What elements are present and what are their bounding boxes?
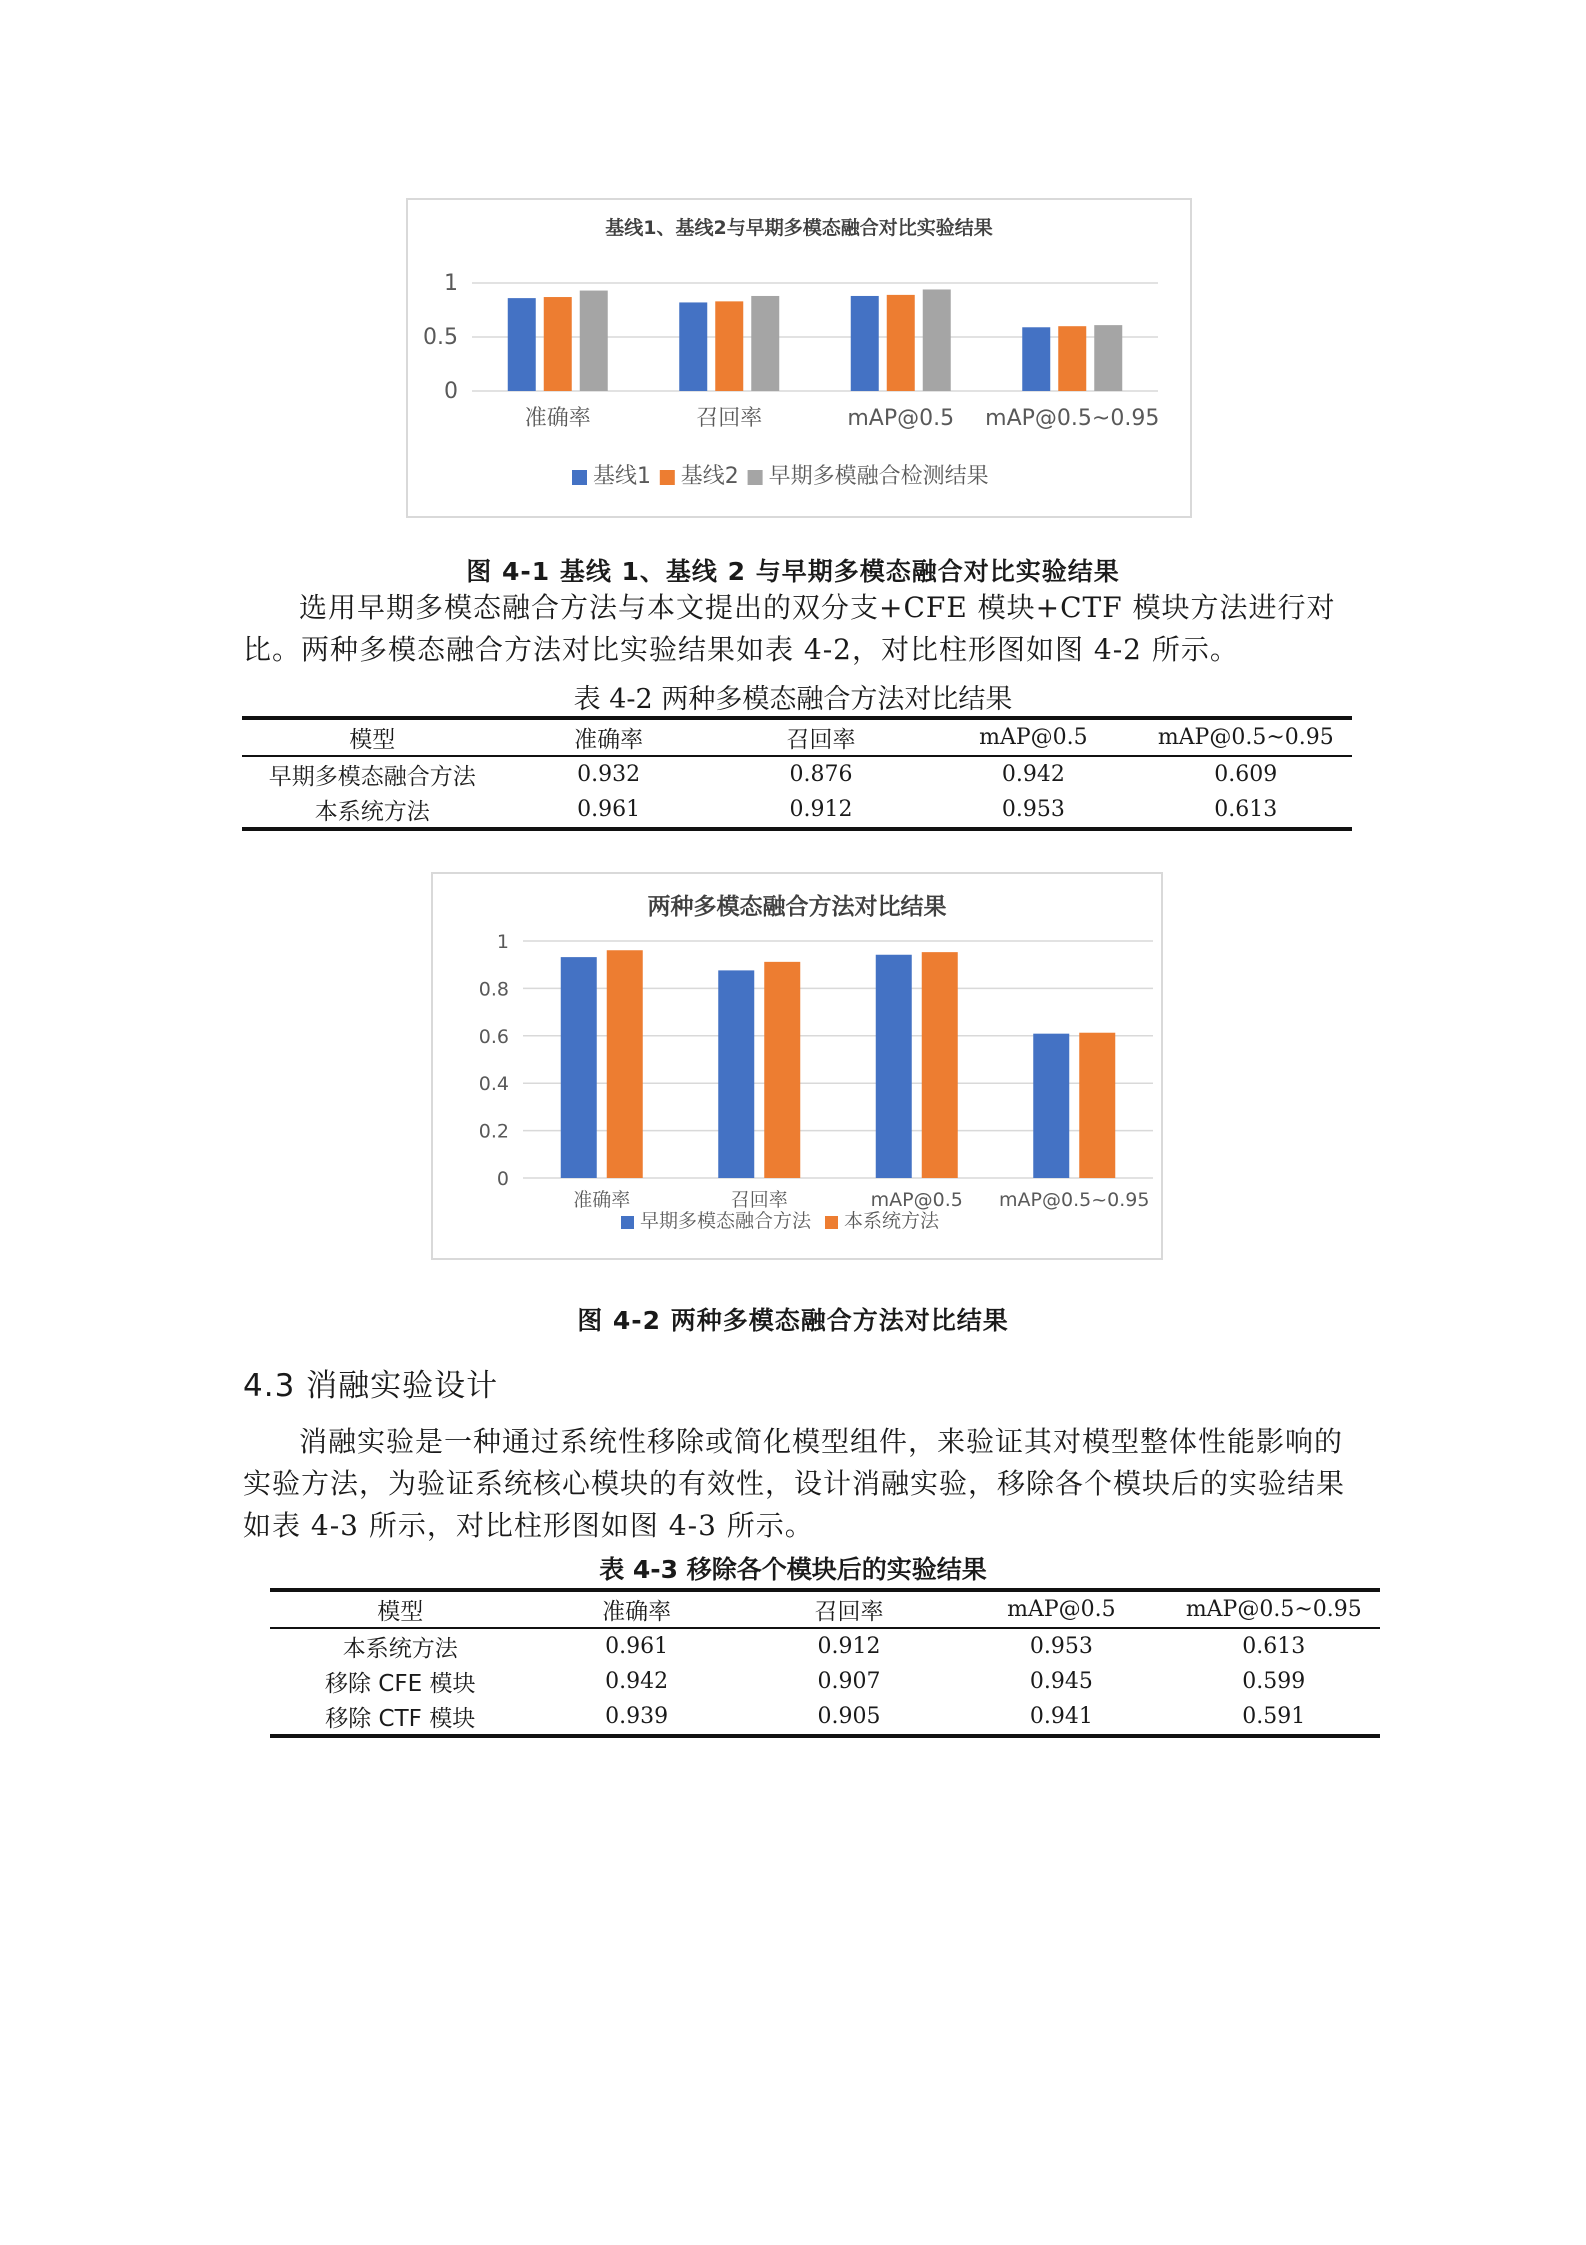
model-name-cell: 移除 CFE 模块	[325, 1671, 476, 1697]
table-row	[270, 1699, 1380, 1736]
metric-value-cell: 0.942	[1001, 762, 1065, 787]
bar	[851, 296, 879, 391]
table-4-3-title: 表 4-3 移除各个模块后的实验结果	[599, 1555, 987, 1584]
x-category-label: mAP@0.5~0.95	[985, 406, 1160, 431]
y-tick-label: 1	[444, 271, 458, 296]
metric-value-cell: 0.907	[817, 1669, 881, 1694]
bar	[876, 955, 912, 1178]
table-row	[242, 792, 1352, 829]
x-category-label: 召回率	[696, 406, 763, 431]
x-category-label: 准确率	[573, 1189, 631, 1211]
table-row	[270, 1628, 1380, 1664]
bar	[1022, 327, 1050, 391]
metric-value-cell: 0.942	[605, 1669, 669, 1694]
chart-title: 基线1、基线2与早期多模态融合对比实验结果	[605, 217, 993, 239]
bar	[922, 952, 958, 1178]
metric-value-cell: 0.912	[817, 1634, 881, 1659]
legend-label: 本系统方法	[844, 1210, 940, 1232]
table-header-cell: mAP@0.5~0.95	[1185, 1597, 1362, 1622]
table-header-cell: 模型	[377, 1599, 424, 1625]
table-row	[242, 756, 1352, 792]
legend-label: 早期多模态融合方法	[640, 1210, 812, 1232]
metric-value-cell: 0.591	[1242, 1704, 1306, 1729]
table-header-cell: 准确率	[602, 1599, 672, 1625]
legend-swatch	[825, 1216, 838, 1229]
table-4-2-title: 表 4-2 两种多模态融合方法对比结果	[573, 684, 1013, 715]
table-header-cell: mAP@0.5	[979, 725, 1088, 750]
bar	[1033, 1034, 1069, 1178]
y-tick-label: 0	[444, 379, 458, 404]
bar	[580, 291, 608, 391]
figure-4-1-caption: 图 4-1 基线 1、基线 2 与早期多模态融合对比实验结果	[466, 557, 1120, 586]
metric-value-cell: 0.953	[1001, 797, 1065, 822]
table-header-cell: 召回率	[814, 1599, 884, 1625]
model-name-cell: 本系统方法	[314, 799, 430, 825]
paragraph-ablation: 消融实验是一种通过系统性移除或简化模型组件，来验证其对模型整体性能影响的实验方法，为验证系统核心模块的有效性，设计消融实验，移除各个模块后的实验结果如表 4-3 所示，对比柱形图如图 4-3 所示。	[243, 1425, 1346, 1542]
metric-value-cell: 0.613	[1242, 1634, 1306, 1659]
y-tick-label: 0.5	[423, 325, 458, 350]
bar	[561, 957, 597, 1178]
bar	[751, 296, 779, 391]
metric-value-cell: 0.613	[1214, 797, 1278, 822]
model-name-cell: 移除 CTF 模块	[325, 1706, 476, 1732]
x-category-label: mAP@0.5	[870, 1189, 963, 1211]
x-category-label: 准确率	[524, 406, 591, 431]
legend-swatch	[660, 470, 675, 485]
paragraph-comparison: 选用早期多模态融合方法与本文提出的双分支+CFE 模块+CTF 模块方法进行对比。两种多模态融合方法对比实验结果如表 4-2，对比柱形图如图 4-2 所示。	[243, 591, 1336, 666]
metric-value-cell: 0.939	[605, 1704, 669, 1729]
table-4-2	[242, 716, 1352, 831]
metric-value-cell: 0.961	[605, 1634, 669, 1659]
model-name-cell: 早期多模态融合方法	[268, 764, 476, 790]
section-heading: 4.3 消融实验设计	[243, 1368, 499, 1404]
metric-value-cell: 0.609	[1214, 762, 1278, 787]
legend-swatch	[572, 470, 587, 485]
legend-label: 基线1	[593, 464, 651, 489]
y-tick-label: 1	[496, 931, 509, 953]
metric-value-cell: 0.905	[817, 1704, 881, 1729]
bar	[1079, 1033, 1115, 1178]
table-header-cell: 召回率	[786, 727, 856, 753]
bar-chart-1	[408, 200, 1190, 516]
legend-swatch	[748, 470, 763, 485]
table-header-cell: 模型	[349, 727, 396, 753]
table-header-cell: 准确率	[574, 727, 644, 753]
legend-swatch	[621, 1216, 634, 1229]
bar	[1094, 325, 1122, 391]
metric-value-cell: 0.599	[1242, 1669, 1306, 1694]
figure-4-2-caption: 图 4-2 两种多模态融合方法对比结果	[577, 1306, 1009, 1335]
table-row	[270, 1664, 1380, 1699]
bar	[887, 295, 915, 391]
y-tick-label: 0.8	[478, 978, 509, 1001]
metric-value-cell: 0.912	[789, 797, 853, 822]
bar	[718, 970, 754, 1178]
y-tick-label: 0	[496, 1168, 509, 1190]
bar	[764, 962, 800, 1178]
figure-4-2-chart	[431, 872, 1163, 1260]
x-category-label: 召回率	[730, 1189, 788, 1211]
legend-label: 早期多模融合检测结果	[768, 464, 989, 489]
bar	[508, 298, 536, 391]
metric-value-cell: 0.941	[1029, 1704, 1093, 1729]
metric-value-cell: 0.932	[577, 762, 641, 787]
bar	[679, 302, 707, 391]
model-name-cell: 本系统方法	[342, 1636, 458, 1662]
y-tick-label: 0.4	[478, 1073, 509, 1096]
y-tick-label: 0.2	[478, 1120, 509, 1143]
legend-label: 基线2	[680, 464, 739, 489]
figure-4-1-chart	[406, 198, 1192, 518]
x-category-label: mAP@0.5~0.95	[999, 1189, 1150, 1211]
metric-value-cell: 0.876	[789, 762, 853, 787]
table-4-3	[270, 1588, 1380, 1738]
y-tick-label: 0.6	[478, 1025, 509, 1048]
bar-chart-2	[433, 874, 1161, 1258]
chart-title: 两种多模态融合方法对比结果	[647, 894, 947, 920]
metric-value-cell: 0.961	[577, 797, 641, 822]
x-category-label: mAP@0.5	[847, 406, 955, 431]
bar	[923, 289, 951, 391]
table-header-cell: mAP@0.5~0.95	[1157, 725, 1334, 750]
bar	[544, 297, 572, 391]
bar	[1058, 326, 1086, 391]
table-header-row	[242, 718, 1352, 756]
bar	[607, 950, 643, 1178]
metric-value-cell: 0.945	[1029, 1669, 1093, 1694]
table-header-row	[270, 1590, 1380, 1628]
metric-value-cell: 0.953	[1029, 1634, 1093, 1659]
table-header-cell: mAP@0.5	[1007, 1597, 1116, 1622]
bar	[715, 301, 743, 391]
